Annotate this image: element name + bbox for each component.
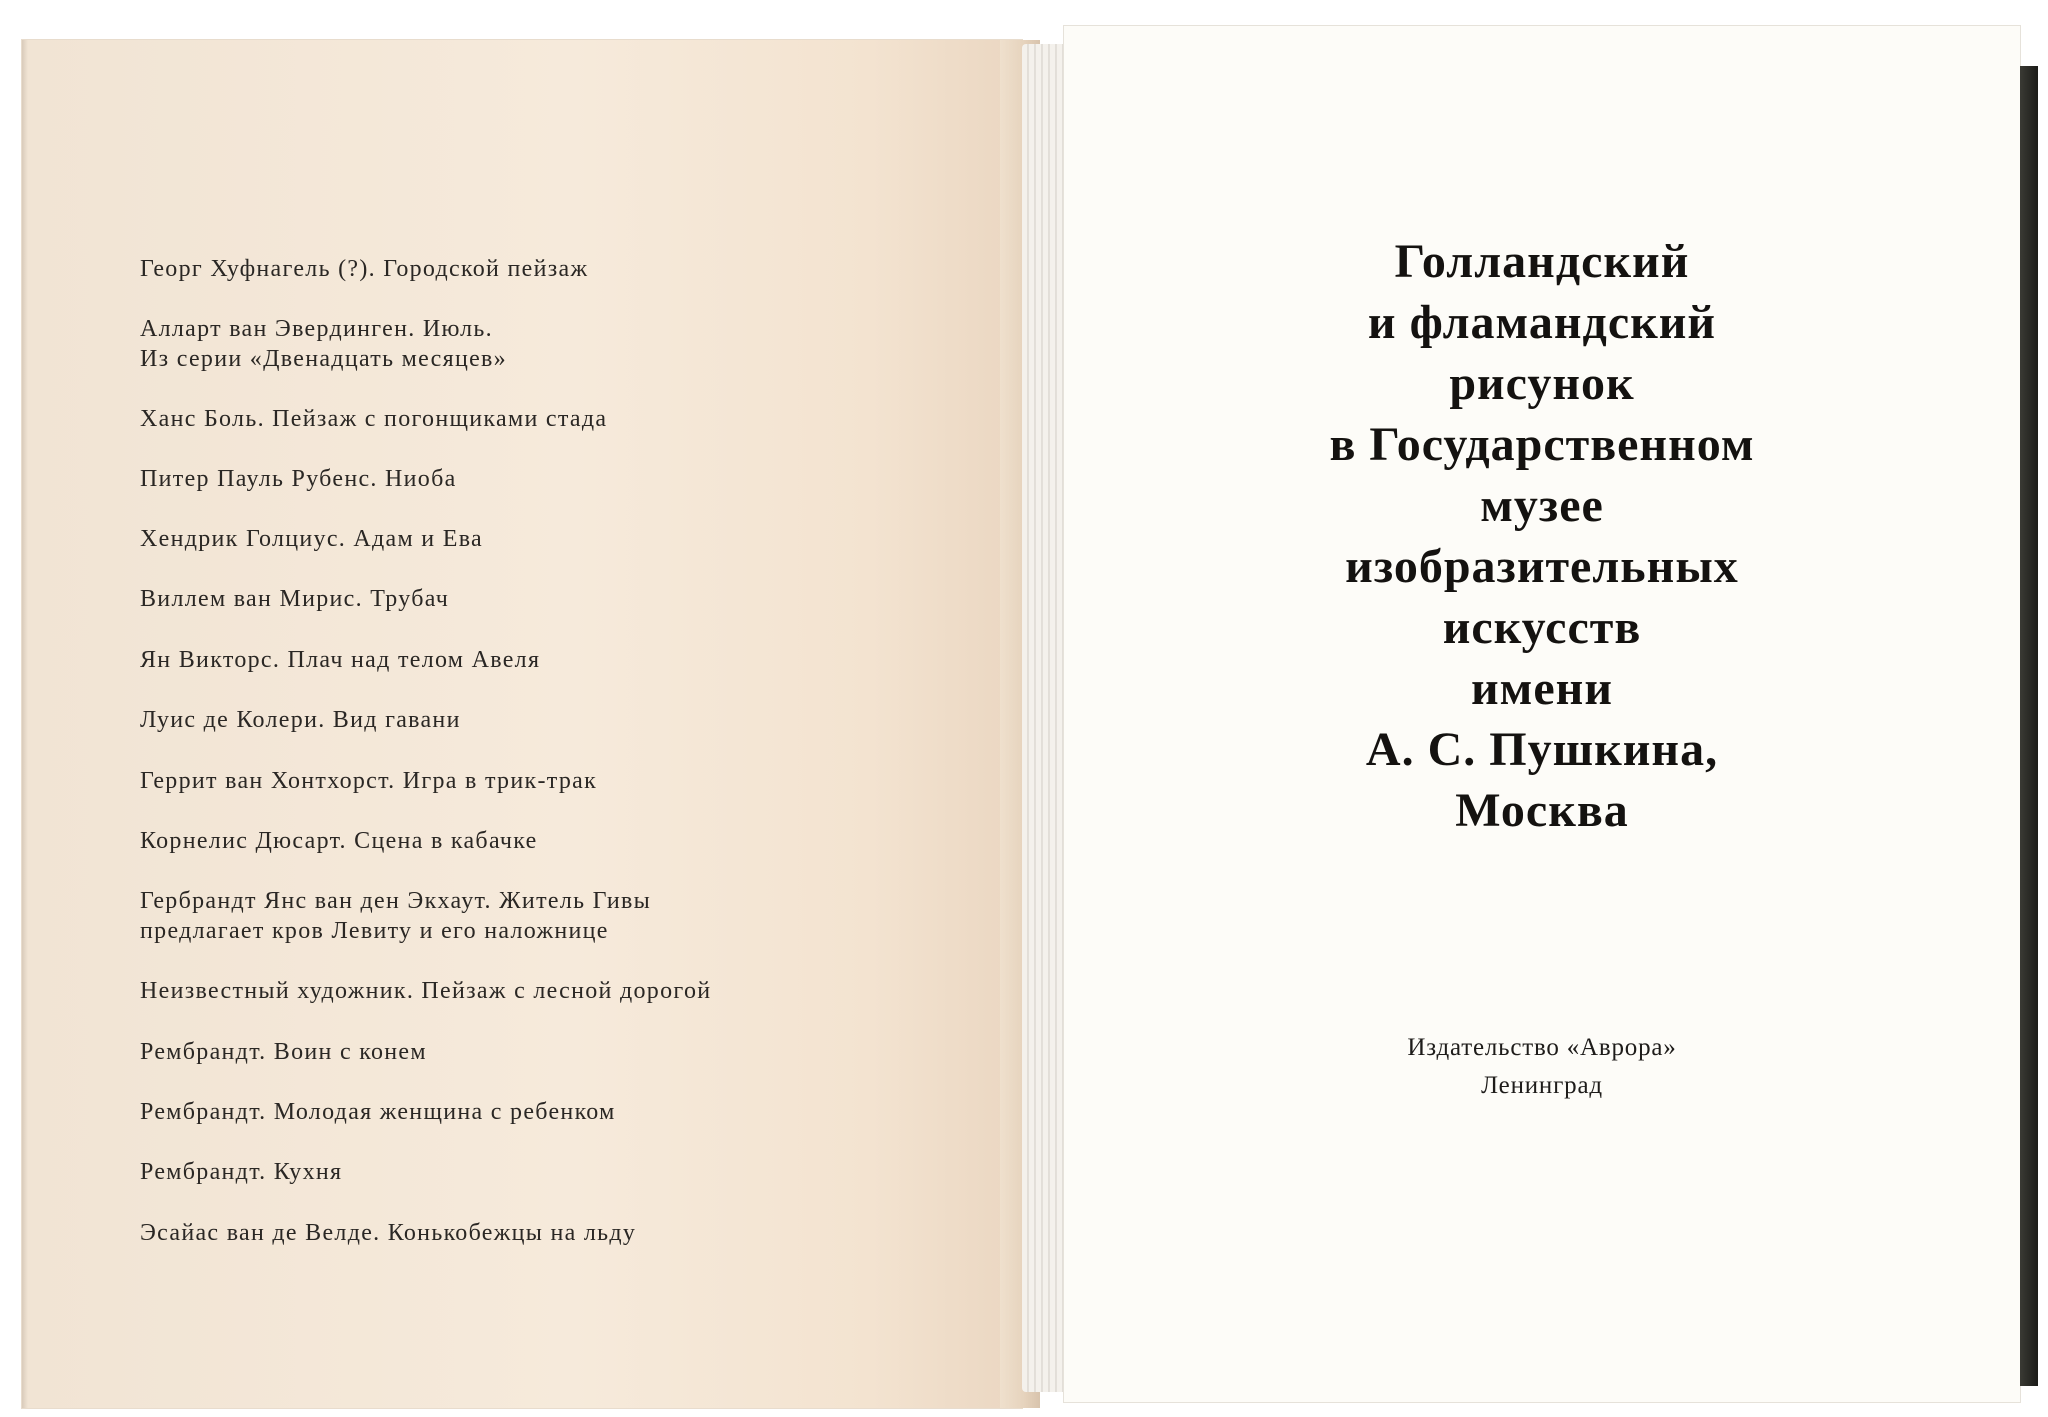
contents-item [140, 1218, 636, 1248]
contents-item-line: Хендрик Голциус. Адам и Ева [140, 526, 483, 552]
title-line: А. С. Пушкина, [1365, 723, 1719, 776]
contents-item [140, 886, 651, 946]
contents-page [22, 40, 1022, 1408]
contents-item-line: Виллем ван Мирис. Трубач [140, 586, 450, 612]
folder-dark-edge [2020, 66, 2038, 1386]
contents-item-line: Рембрандт. Кухня [140, 1159, 343, 1185]
contents-item [140, 314, 507, 374]
contents-item-line: Рембрандт. Молодая женщина с ребенком [140, 1099, 616, 1125]
contents-item [140, 524, 483, 554]
contents-item [140, 705, 461, 735]
contents-item-line: Рембрандт. Воин с конем [140, 1039, 427, 1065]
title-line: рисунок [1449, 357, 1635, 410]
contents-item-line: Питер Пауль Рубенс. Ниоба [140, 466, 457, 492]
contents-item-line: Луис де Колери. Вид гавани [140, 707, 461, 733]
contents-item-line: Корнелис Дюсарт. Сцена в кабачке [140, 828, 538, 854]
contents-item [140, 826, 538, 856]
title-line: и фламандский [1367, 296, 1717, 349]
contents-item [140, 1157, 342, 1187]
title-card [1064, 26, 2020, 1402]
title-line: Москва [1455, 784, 1629, 837]
contents-item-line: Из серии «Двенадцать месяцев» [140, 346, 507, 372]
page-edge-shadow [22, 40, 28, 1408]
contents-item [140, 766, 597, 796]
contents-item-line: Георг Хуфнагель (?). Городской пейзаж [140, 256, 589, 282]
title-line: музее [1480, 479, 1604, 532]
contents-item-line: Неизвестный художник. Пейзаж с лесной дорогой [140, 978, 712, 1004]
contents-item [140, 1097, 616, 1127]
contents-item [140, 645, 540, 675]
contents-item [140, 404, 607, 434]
publisher-imprint [1064, 1029, 2020, 1105]
contents-item [140, 976, 711, 1006]
contents-item [140, 584, 449, 614]
contents-item-line: Алларт ван Эвердинген. Июль. [140, 316, 493, 342]
publisher-name: Издательство «Аврора» [1407, 1034, 1677, 1061]
contents-item-line: Геррит ван Хонтхорст. Игра в трик-трак [140, 768, 598, 794]
contents-item-line: Ян Викторс. Плач над телом Авеля [140, 647, 541, 673]
book-title [1064, 231, 2020, 841]
title-line: имени [1471, 662, 1613, 715]
title-line: в Государственном [1329, 418, 1755, 471]
contents-item-line: Гербрандт Янс ван ден Экхаут. Житель Гивы [140, 888, 652, 914]
contents-item [140, 1037, 427, 1067]
title-line: изобразительных [1345, 540, 1739, 593]
contents-item [140, 464, 457, 494]
contents-item-line: предлагает кров Левиту и его наложнице [140, 918, 609, 944]
publisher-city: Ленинград [1481, 1072, 1603, 1099]
title-line: искусств [1442, 601, 1642, 654]
contents-item-line: Эсайас ван де Велде. Конькобежцы на льду [140, 1220, 637, 1246]
title-line: Голландский [1394, 235, 1690, 288]
contents-item-line: Ханс Боль. Пейзаж с погонщиками стада [140, 406, 608, 432]
contents-item [140, 254, 588, 284]
